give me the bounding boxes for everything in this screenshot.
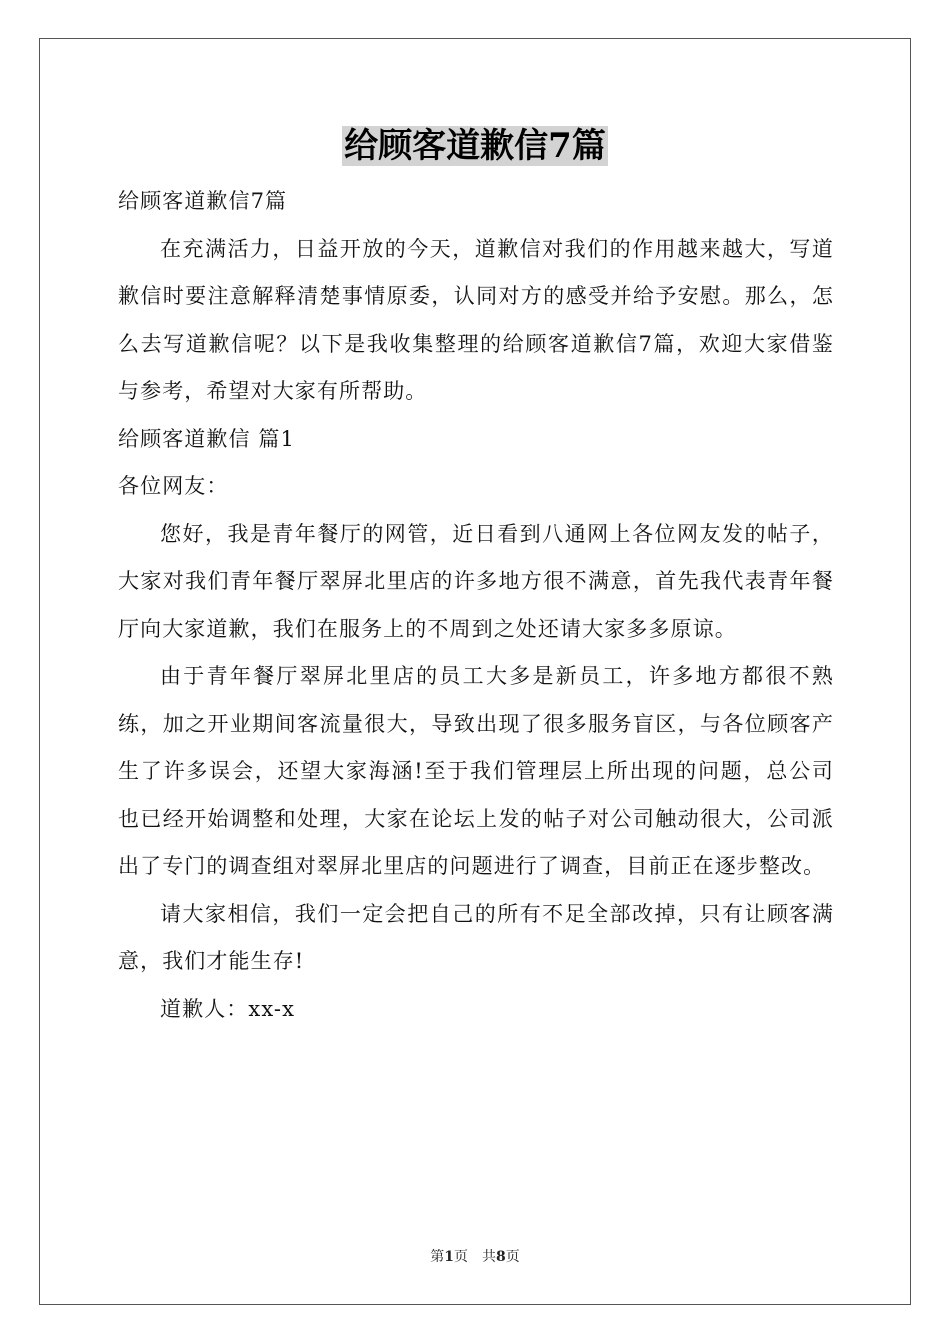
signature: 道歉人：xx-x bbox=[160, 996, 296, 1021]
intro-paragraph: 在充满活力，日益开放的今天，道歉信对我们的作用越来越大，写道歉信时要注意解释清楚事情原委，认同对方的感受并给予安慰。那么，怎么去写道歉信呢？以下是我收集整理的给顾客道歉信7篇，欢迎大家借鉴与参考，希望对大家有所帮助。 bbox=[118, 236, 834, 403]
body-paragraph-2: 由于青年餐厅翠屏北里店的员工大多是新员工，许多地方都很不熟练，加之开业期间客流量很大，导致出现了很多服务盲区，与各位顾客产生了许多误会，还望大家海涵!至于我们管理层上所出现的问题，总公司也已经开始调整和处理，大家在论坛上发的帖子对公司触动很大，公司派出了专门的调查组对翠屏北里店的问题进行了调查，目前正在逐步整改。 bbox=[118, 664, 834, 878]
document-subtitle: 给顾客道歉信7篇 bbox=[118, 189, 288, 213]
page-prefix: 第 bbox=[430, 1249, 445, 1265]
salutation: 各位网友： bbox=[118, 474, 229, 498]
page-suffix: 页 bbox=[505, 1249, 520, 1265]
page-mid: 页 共 bbox=[454, 1249, 496, 1265]
page-current: 1 bbox=[444, 1249, 454, 1265]
body-paragraph-3: 请大家相信，我们一定会把自己的所有不足全部改掉，只有让顾客满意，我们才能生存! bbox=[118, 901, 834, 973]
title-container bbox=[0, 126, 950, 166]
page-footer bbox=[0, 1246, 950, 1266]
document-title: 给顾客道歉信7篇 bbox=[344, 126, 606, 166]
document-body bbox=[118, 178, 834, 1033]
page-total: 8 bbox=[496, 1249, 506, 1265]
section-heading: 给顾客道歉信 篇1 bbox=[118, 426, 295, 451]
body-paragraph-1: 您好，我是青年餐厅的网管，近日看到八通网上各位网友发的帖子，大家对我们青年餐厅翠屏北里店的许多地方很不满意，首先我代表青年餐厅向大家道歉，我们在服务上的不周到之处还请大家多多原谅。 bbox=[118, 521, 834, 641]
